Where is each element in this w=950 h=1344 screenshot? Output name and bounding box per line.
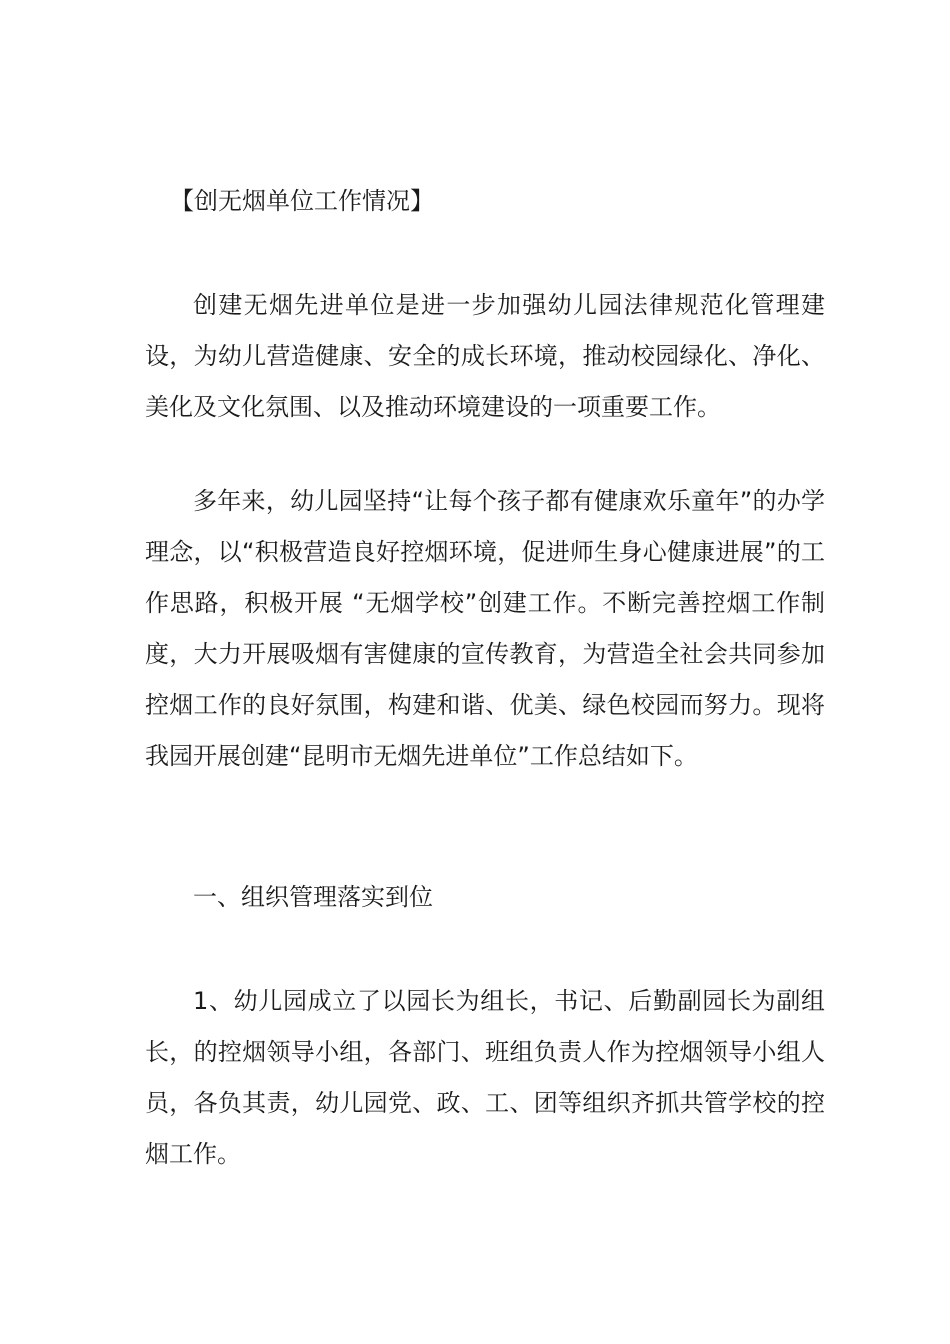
section-paragraph: 1、幼儿园成立了以园长为组长，书记、后勤副园长为副组长，的控烟领导小组，各部门、班组负责人作为控烟领导小组人员，各负其责，幼儿园党、政、工、团等组织齐抓共管学校的控烟工作。 <box>145 987 825 1168</box>
intro-paragraph: 创建无烟先进单位是进一步加强幼儿园法律规范化管理建设，为幼儿营造健康、安全的成长环境，推动校园绿化、净化、美化及文化氛围、以及推动环境建设的一项重要工作。 <box>145 291 825 421</box>
section-title: 一、组织管理落实到位 <box>193 883 433 911</box>
document-heading: 【创无烟单位工作情况】 <box>170 187 434 215</box>
background-paragraph: 多年来，幼儿园坚持“让每个孩子都有健康欢乐童年”的办学理念，以“积极营造良好控烟环境，促进师生身心健康进展”的工作思路，积极开展 “无烟学校”创建工作。不断完善控烟工作制度，大力开展吸烟有害健康的宣传教育，为营造全社会共同参加控烟工作的良好氛围，构建和谐、优美、绿色校园而努力。现将我园开展创建“昆明市无烟先进单位”工作总结如下。 <box>145 487 825 770</box>
